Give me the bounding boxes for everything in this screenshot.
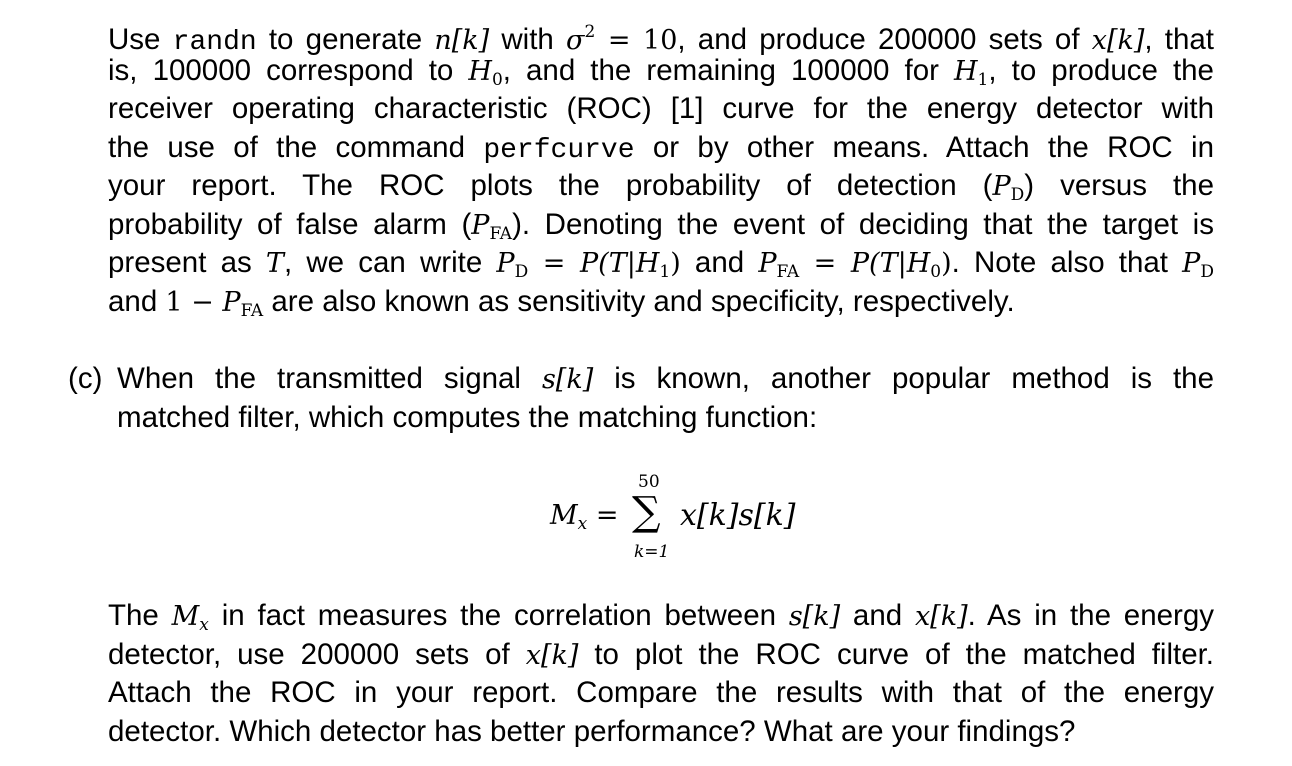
math-P: P — [758, 248, 777, 279]
line — [108, 283, 1214, 322]
text: , and the remaining 100000 for — [502, 53, 954, 87]
paragraph-energy-detector — [108, 13, 1214, 321]
equation-rhs: x[k]s[k] — [680, 498, 796, 533]
math-T: T — [265, 248, 284, 279]
equation-lhs — [550, 498, 618, 534]
math-one-minus: 1 − — [165, 286, 223, 318]
text: in fact measures the correlation between — [208, 599, 789, 632]
text: , we can write — [283, 246, 497, 279]
math-equals: = — [587, 500, 619, 531]
math-sk: s[k] — [788, 601, 841, 632]
text: your report. The ROC plots the probability of detection ( — [108, 169, 993, 202]
math-paren: ) — [941, 248, 952, 279]
line — [117, 360, 1214, 399]
math-paren: ) — [670, 248, 681, 279]
math-M: M — [550, 500, 578, 531]
line — [108, 244, 1214, 283]
line: detector. Which detector has better performance? What are your findings? — [108, 714, 1076, 748]
line — [108, 52, 1214, 91]
text: probability of false alarm ( — [108, 207, 472, 241]
math-P: P — [1182, 248, 1201, 279]
text: , that — [1144, 23, 1214, 56]
math-subscript: D — [514, 262, 529, 282]
sum-lower-limit: k=1 — [634, 542, 670, 562]
text: Use — [108, 23, 173, 56]
math-subscript: FA — [489, 223, 513, 244]
text: is, 100000 correspond to — [108, 53, 469, 87]
line — [108, 636, 1214, 675]
math-H: H — [953, 55, 978, 87]
text: The — [108, 599, 172, 632]
sum-upper-limit: 50 — [638, 472, 660, 492]
math-xk: x[k] — [914, 601, 968, 632]
matching-function-equation — [550, 470, 810, 570]
math-P: P — [471, 209, 490, 241]
line: receiver operating characteristic (ROC) [1] curve for the energy detector with — [108, 92, 1214, 125]
math-P: P — [496, 248, 515, 279]
text: are also known as sensitivity and specificity, respectively. — [263, 284, 1015, 318]
text: the use of the command — [108, 130, 484, 164]
math-M: M — [171, 601, 200, 632]
math-nk: n[k] — [434, 25, 490, 56]
text: or by other means. Attach the ROC in — [634, 130, 1214, 164]
math-expr: = P(T| — [528, 248, 636, 279]
line — [108, 597, 1214, 636]
math-H: H — [468, 55, 492, 87]
paragraph-matched-filter — [117, 360, 1214, 437]
item-label-c: (c) — [68, 362, 103, 395]
text: When the transmitted signal — [117, 362, 542, 395]
text: , to produce the — [988, 53, 1214, 87]
line — [108, 129, 1214, 168]
math-subscript: 0 — [491, 69, 503, 90]
text: ). Denoting the event of deciding that the target is — [512, 207, 1214, 241]
math-P: P — [222, 286, 241, 318]
math-H: H — [906, 248, 931, 279]
text: , and produce 200000 sets of — [677, 23, 1092, 56]
line: Attach the ROC in your report. Compare the results with that of the energy — [108, 676, 1214, 709]
text: to plot the ROC curve of the matched filter. — [578, 637, 1215, 671]
code-randn: randn — [172, 27, 257, 58]
code-perfcurve: perfcurve — [483, 134, 635, 166]
line: matched filter, which computes the matching function: — [117, 400, 818, 434]
math-expr: = P(T| — [799, 248, 907, 279]
math-H: H — [635, 248, 660, 279]
paragraph-comparison — [108, 597, 1214, 751]
text: and — [840, 599, 915, 632]
math-subscript: D — [1010, 185, 1025, 205]
math-subscript: x — [577, 514, 588, 534]
math-subscript: 1 — [977, 69, 989, 90]
math-subscript: 0 — [930, 262, 942, 282]
math-xk: x[k] — [525, 639, 579, 671]
math-subscript: FA — [776, 262, 800, 282]
text: detector, use 200000 sets of — [108, 637, 526, 671]
line — [108, 13, 1214, 58]
text: ) versus the — [1024, 169, 1214, 202]
text: and — [108, 284, 166, 318]
text: and — [680, 246, 759, 279]
math-subscript: FA — [240, 300, 264, 321]
math-equals-ten: = 10 — [595, 25, 678, 56]
line — [108, 206, 1214, 245]
math-superscript: 2 — [584, 22, 596, 42]
math-subscript: D — [1200, 262, 1214, 282]
math-subscript: 1 — [659, 262, 671, 282]
summation-icon: ∑ — [632, 489, 661, 535]
math-P: P — [992, 171, 1011, 202]
math-subscript: x — [199, 615, 209, 635]
text: with — [489, 23, 566, 56]
math-xk: x[k] — [1091, 25, 1145, 56]
math-sigma: σ — [566, 25, 585, 56]
text: to generate — [256, 23, 435, 56]
math-sk: s[k] — [541, 364, 594, 395]
text: is known, another popular method is the — [593, 362, 1214, 395]
text: . Note also that — [951, 246, 1183, 279]
text: present as — [108, 246, 266, 279]
line — [108, 167, 1214, 206]
text: . As in the energy — [967, 599, 1214, 632]
